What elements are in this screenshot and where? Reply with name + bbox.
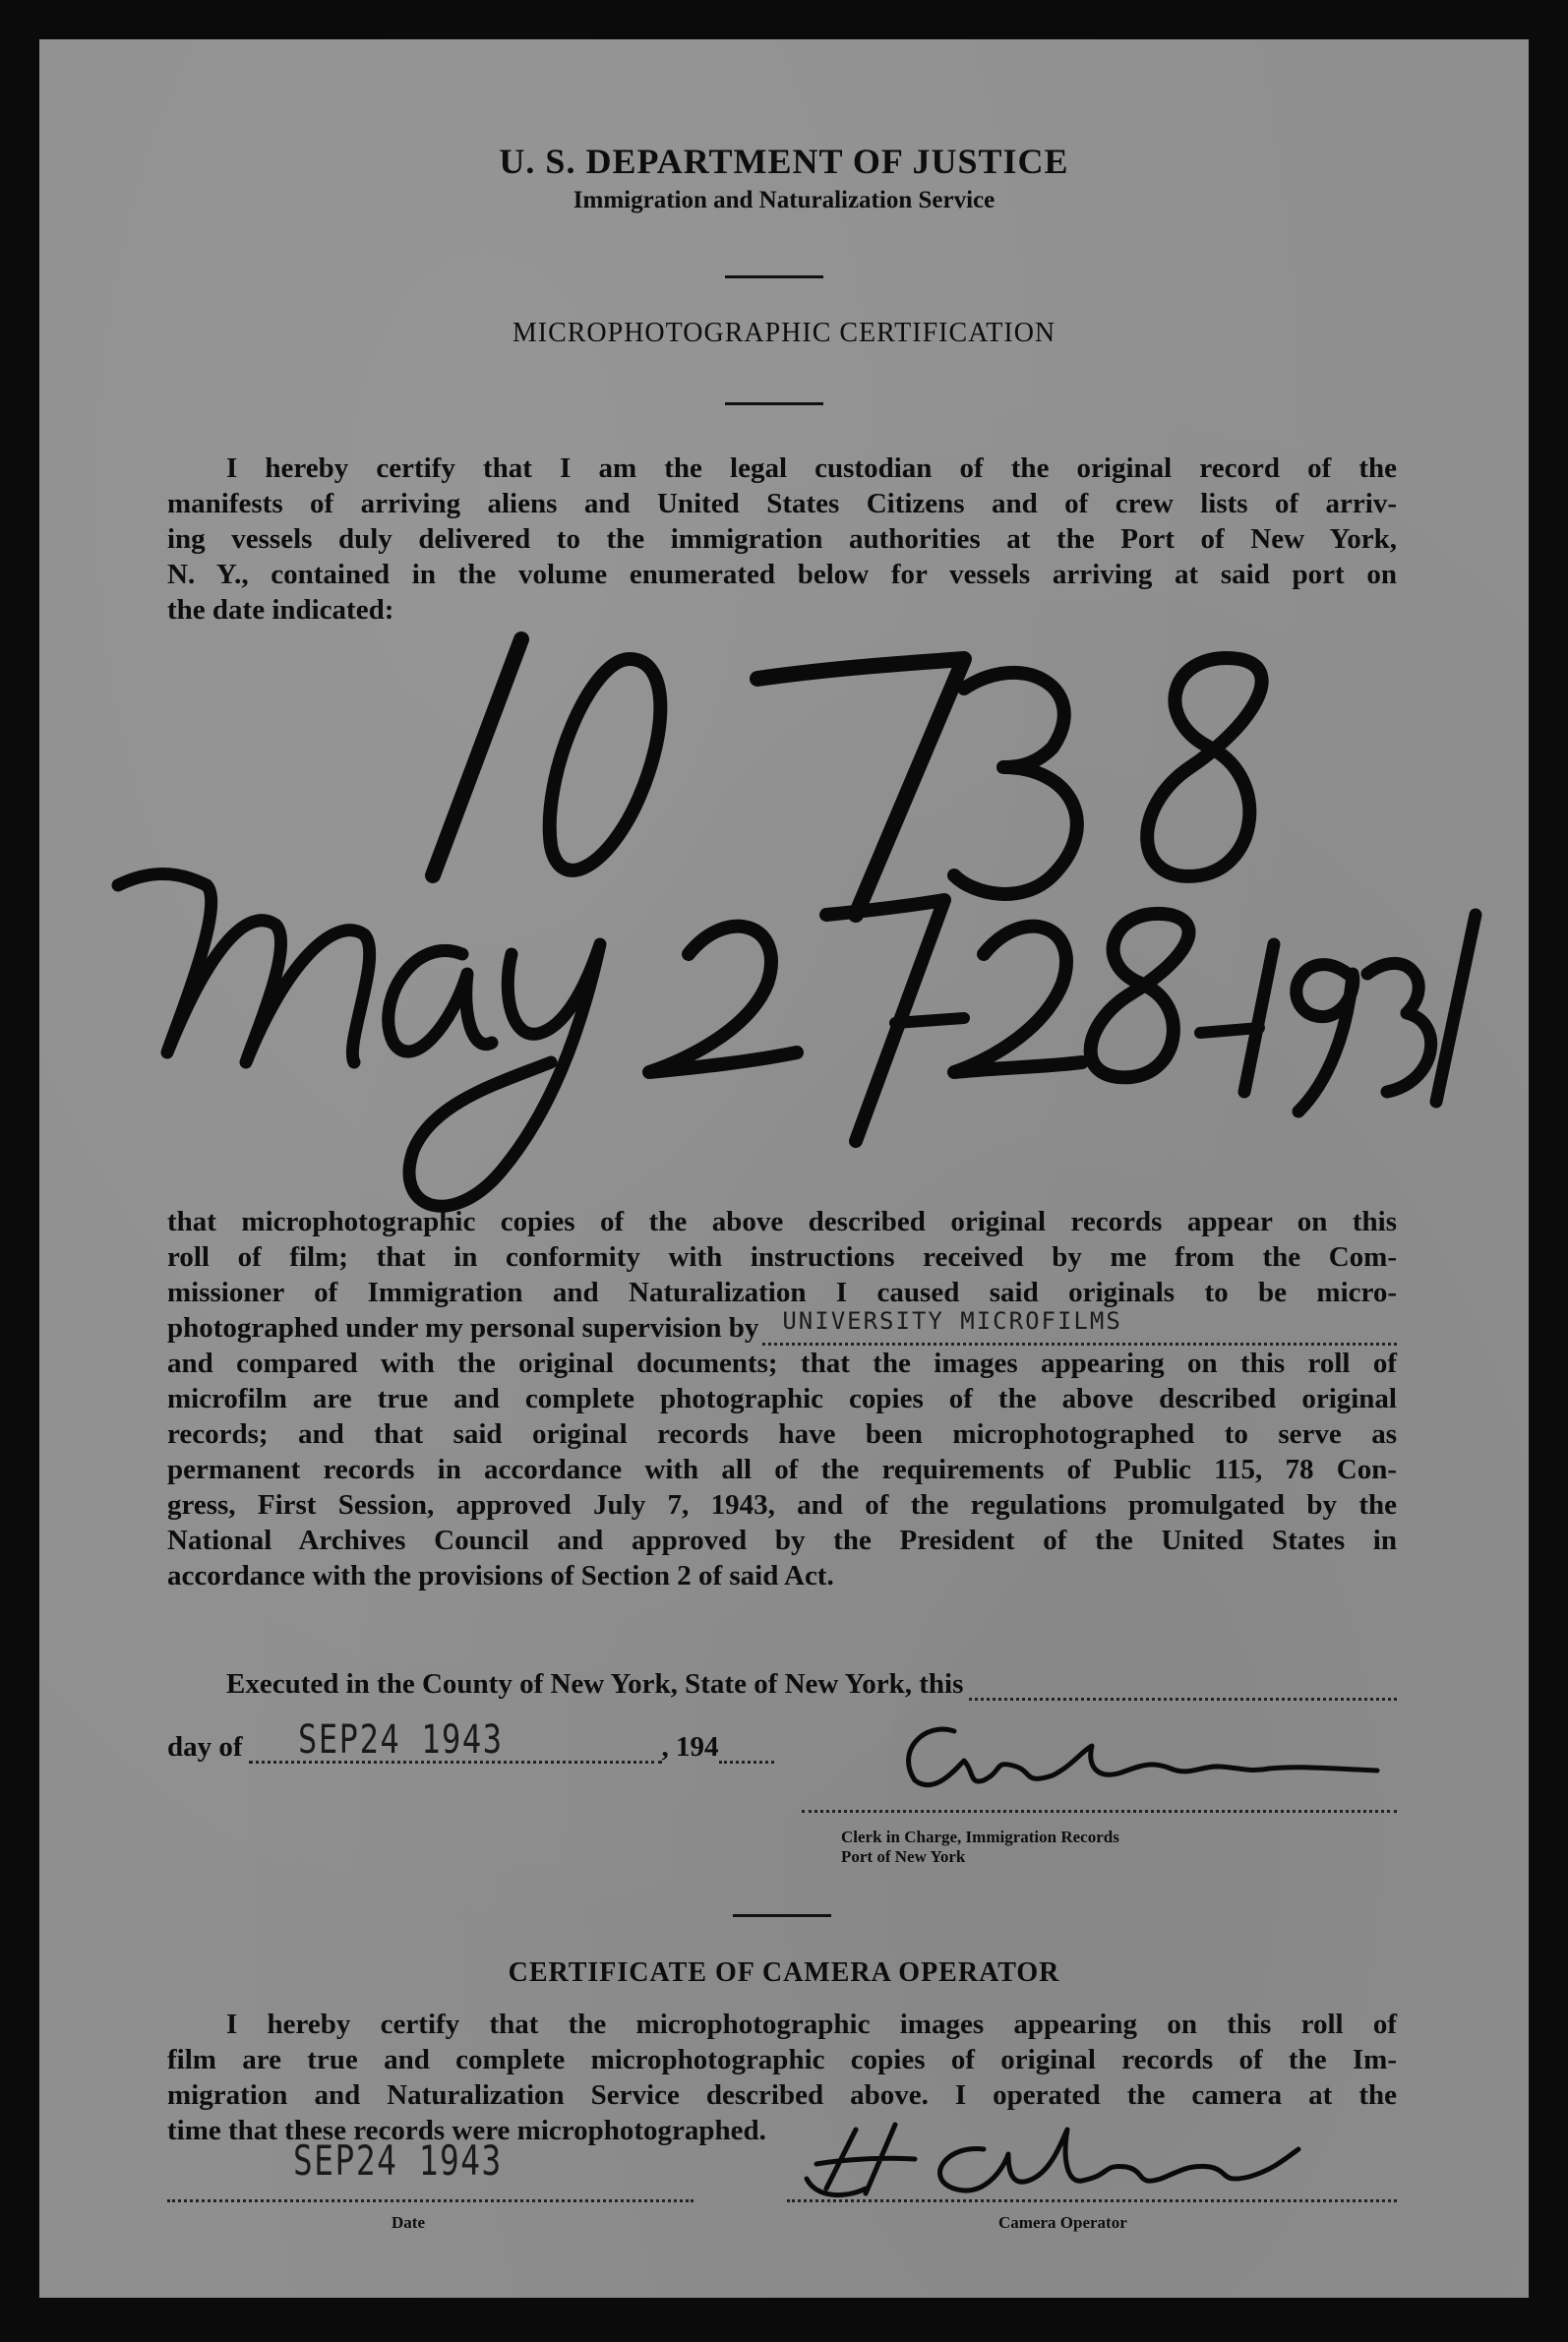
camera-date-line xyxy=(167,2199,694,2202)
operator-caption: Camera Operator xyxy=(998,2213,1127,2232)
camera-date-stamp: SEP24 1943 xyxy=(293,2136,503,2185)
clerk-signature xyxy=(885,1711,1397,1800)
executed-text: Executed in the County of New York, State of New York, this xyxy=(226,1668,964,1700)
executed-day-field xyxy=(969,1674,1397,1701)
intro-line: N. Y., contained in the volume enumerated below for vessels arriving at said port on xyxy=(167,559,1397,590)
handwritten-digit xyxy=(954,673,1077,894)
executed-line xyxy=(226,1668,1397,1701)
handwritten-digit xyxy=(1367,963,1431,1092)
camera-date-caption: Date xyxy=(392,2213,425,2232)
body-line: roll of film; that in conformity with instructions received by me from the Com- xyxy=(167,1241,1397,1273)
signature-stroke xyxy=(909,1729,1377,1785)
handwritten-digit xyxy=(1147,658,1261,876)
department-heading: U. S. DEPARTMENT OF JUSTICE xyxy=(499,142,1069,181)
signature-line xyxy=(802,1810,1397,1813)
service-subheading: Immigration and Naturalization Service xyxy=(573,187,995,213)
body-line: gress, First Session, approved July 7, 1943, and of the regulations promulgated by the xyxy=(167,1489,1397,1521)
handwritten-digit xyxy=(1436,915,1476,1102)
body-line: and compared with the original documents; that the images appearing on this roll of xyxy=(167,1348,1397,1379)
handwritten-word xyxy=(409,944,600,1206)
body-line: records; and that said original records have been microphotographed to serve as xyxy=(167,1418,1397,1450)
day-of-line xyxy=(167,1717,856,1764)
signature-stroke xyxy=(807,2125,915,2195)
clerk-location: Port of New York xyxy=(841,1847,966,1866)
handwritten-digit xyxy=(757,659,964,915)
day-of-label: day of xyxy=(167,1731,243,1763)
intro-line: manifests of arriving aliens and United States Citizens and of crew lists of arriv- xyxy=(167,488,1397,519)
handwritten-digit xyxy=(433,639,521,875)
date-stamp: SEP24 1943 xyxy=(297,1717,504,1763)
certification-title: MICROPHOTOGRAPHIC CERTIFICATION xyxy=(512,318,1056,348)
body-line: missioner of Immigration and Naturalization I caused said originals to be micro- xyxy=(167,1277,1397,1308)
handwritten-entry xyxy=(79,580,1495,1249)
divider-rule xyxy=(725,275,823,278)
handwritten-digit xyxy=(1297,965,1354,1111)
intro-line: I hereby certify that I am the legal custodian of the original record of the xyxy=(226,452,1397,484)
handwritten-digit xyxy=(550,659,661,871)
handwritten-dash xyxy=(895,1018,964,1023)
handwritten-digit xyxy=(649,927,797,1072)
camera-line: time that these records were microphotographed. xyxy=(167,2115,766,2146)
certificate-sheet xyxy=(39,39,1529,2298)
supervisor-field xyxy=(762,1307,1397,1346)
handwritten-word xyxy=(389,950,492,1051)
supervision-prefix: photographed under my personal supervision by xyxy=(167,1312,759,1344)
operator-signature xyxy=(787,2110,1338,2208)
supervision-line xyxy=(167,1307,1397,1346)
intro-line: ing vessels duly delivered to the immigration authorities at the Port of New York, xyxy=(167,523,1397,555)
body-line: permanent records in accordance with all of the requirements of Public 115, 78 Con- xyxy=(167,1454,1397,1485)
year-label: , 194 xyxy=(661,1731,719,1763)
signature-stroke xyxy=(940,2130,1298,2191)
handwritten-digit xyxy=(1244,944,1274,1092)
divider-rule xyxy=(733,1914,831,1917)
camera-line: I hereby certify that the microphotographic images appearing on this roll of xyxy=(226,2009,1397,2040)
supervisor-stamp: UNIVERSITY MICROFILMS xyxy=(782,1307,1122,1335)
body-line: National Archives Council and approved by the President of the United States in xyxy=(167,1525,1397,1556)
camera-line: film are true and complete microphotographic copies of original records of the Im- xyxy=(167,2044,1397,2075)
divider-rule xyxy=(725,402,823,405)
body-line: that microphotographic copies of the above described original records appear on this xyxy=(167,1206,1397,1237)
camera-line: migration and Naturalization Service described above. I operated the camera at the xyxy=(167,2079,1397,2111)
clerk-title: Clerk in Charge, Immigration Records xyxy=(841,1828,1119,1846)
camera-certificate-title: CERTIFICATE OF CAMERA OPERATOR xyxy=(508,1957,1060,1988)
certification-body xyxy=(167,1204,1397,1593)
operator-signature-line xyxy=(787,2199,1397,2202)
body-line: accordance with the provisions of Section 2 of said Act. xyxy=(167,1560,834,1591)
handwritten-word xyxy=(118,873,370,1062)
handwritten-digit xyxy=(954,927,1082,1072)
handwritten-digit xyxy=(1091,914,1189,1077)
intro-line: the date indicated: xyxy=(167,594,394,626)
day-of-field xyxy=(249,1717,662,1764)
year-field xyxy=(719,1737,774,1764)
body-line: microfilm are true and complete photographic copies of the above described original xyxy=(167,1383,1397,1414)
